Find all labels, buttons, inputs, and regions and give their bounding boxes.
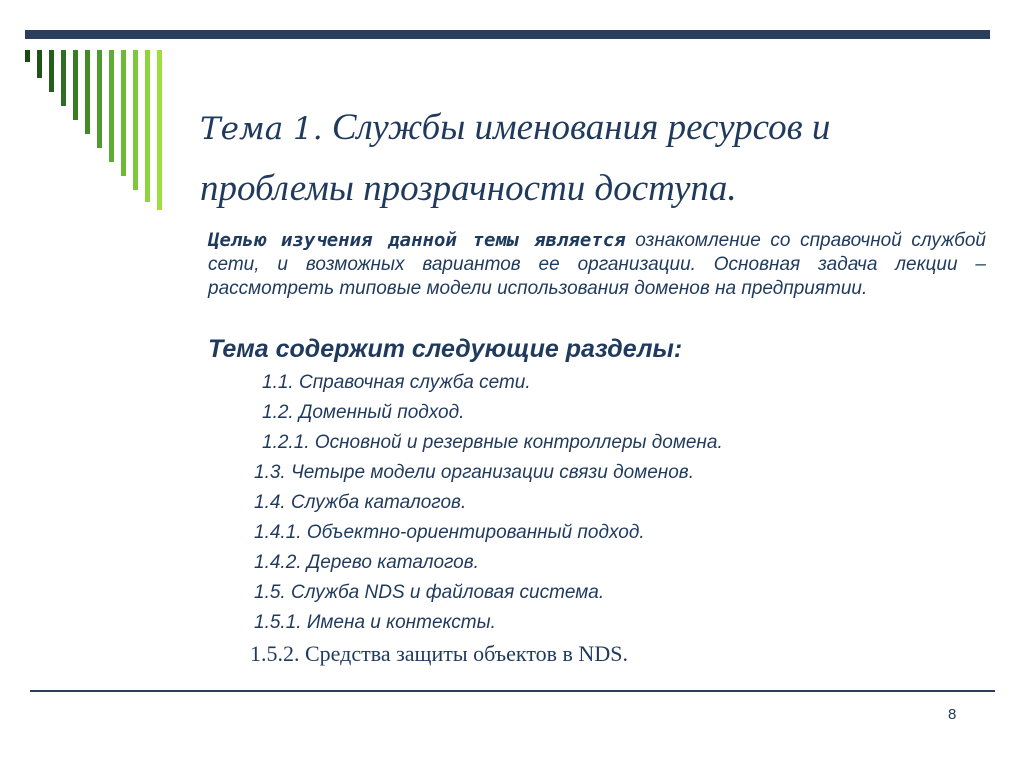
list-item: 1.4.1. Объектно-ориентированный подход. xyxy=(254,522,645,543)
bottom-rule xyxy=(30,690,995,692)
goal-paragraph xyxy=(208,228,986,301)
stripe-bar xyxy=(37,50,42,78)
sections-heading: Тема содержит следующие разделы: xyxy=(208,335,683,363)
list-item: 1.3. Четыре модели организации связи доменов. xyxy=(254,462,694,483)
stripe-bar xyxy=(61,50,66,106)
stripe-bar xyxy=(25,50,30,62)
list-item: 1.4.2. Дерево каталогов. xyxy=(254,552,479,573)
stripe-bar xyxy=(85,50,90,134)
title-prefix: Тема 1. xyxy=(200,111,323,147)
stripe-bar xyxy=(121,50,126,176)
list-item: 1.4. Служба каталогов. xyxy=(254,492,467,513)
title-text: Службы именования ресурсов и проблемы прозрачности доступа. xyxy=(200,107,831,209)
stripe-bar xyxy=(49,50,54,92)
goal-text: ознакомление со справочной службой сети, и возможных вариантов ее организации. Основная задача лекции – рассмотреть типовые модели использования доменов на предприятии. xyxy=(208,230,986,299)
stripe-bar xyxy=(157,50,162,210)
stripe-bar xyxy=(73,50,78,120)
stripe-bar xyxy=(145,50,150,202)
stripe-bar xyxy=(109,50,114,162)
list-item: 1.1. Справочная служба сети. xyxy=(262,372,531,393)
stripe-bar xyxy=(133,50,138,190)
page-number: 8 xyxy=(948,706,957,723)
list-item: 1.5. Служба NDS и файловая система. xyxy=(254,582,605,603)
stripe-bar xyxy=(97,50,102,148)
list-item: 1.5.2. Средства защиты объектов в NDS. xyxy=(250,641,628,666)
slide-title xyxy=(200,98,990,218)
decorative-stripes xyxy=(25,50,170,210)
list-item: 1.5.1. Имена и контексты. xyxy=(254,612,496,633)
top-rule xyxy=(25,30,990,39)
goal-lead: Целью изучения данной темы является xyxy=(208,229,626,251)
list-item: 1.2.1. Основной и резервные контроллеры домена. xyxy=(262,432,723,453)
list-item: 1.2. Доменный подход. xyxy=(262,402,465,423)
